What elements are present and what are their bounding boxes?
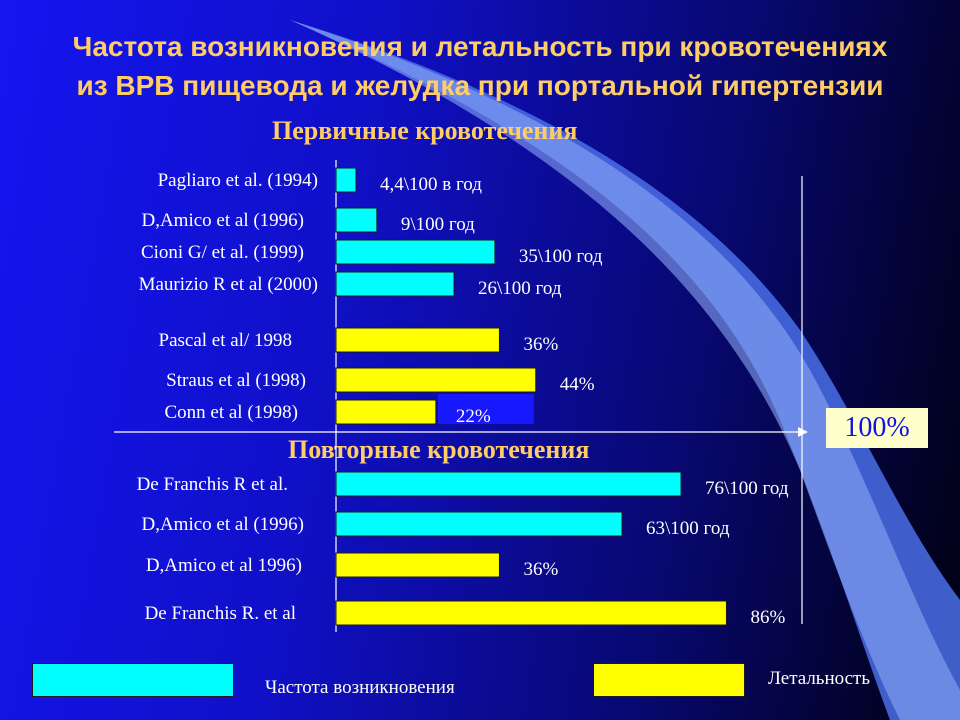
value-label-8: 63\100 год [646,518,730,539]
bar-2 [336,240,495,264]
bar-6 [336,400,436,424]
section-heading-primary: Первичные кровотечения [272,116,578,145]
value-label-10: 86% [750,607,786,628]
value-label-3: 26\100 год [478,278,562,299]
value-label-9: 36% [523,559,559,580]
value-label-1: 9\100 год [400,214,475,235]
slide-title-line-2: из ВРВ пищевода и желудка при портальной гипертензии [76,70,884,101]
bar-5 [336,368,536,392]
value-label-6: 22% [455,406,491,427]
legend-swatch-mortality [593,663,745,697]
divider-arrow-head [798,427,808,437]
bar-8 [336,512,622,536]
slide-title-line-1: Частота возникновения и летальность при кровотечениях [72,31,888,62]
bar-label-2: Cioni G/ et al. (1999) [140,242,304,263]
bar-label-8: D,Amico et al (1996) [141,514,304,535]
bar-label-0: Pagliaro et al. (1994) [157,170,318,191]
bar-9 [336,553,499,577]
bar-label-6: Conn et al (1998) [164,402,298,423]
legend-label-mortality: Летальность [768,668,871,689]
highlight-box-100: 100% [826,408,928,448]
value-label-0: 4,4\100 в год [379,174,482,195]
value-label-7: 76\100 год [705,478,789,499]
legend-swatch-frequency [32,663,234,697]
bar-3 [336,272,454,296]
value-label-4: 36% [523,334,559,355]
bar-label-5: Straus et al (1998) [166,370,306,391]
bar-4 [336,328,499,352]
bar-0 [336,168,356,192]
bar-label-4: Pascal et al/ 1998 [158,330,292,351]
bar-label-9: D,Amico et al 1996) [145,555,302,576]
value-label-2: 35\100 год [518,246,603,267]
legend-label-frequency: Частота возникновения [265,677,455,698]
bar-label-7: De Franchis R et al. [136,474,288,495]
bar-10 [336,601,726,625]
bar-7 [336,472,681,496]
bar-1 [336,208,377,232]
bar-label-10: De Franchis R. et al [144,603,296,624]
value-label-5: 44% [559,374,595,395]
bar-label-1: D,Amico et al (1996) [141,210,304,231]
section-heading-repeat: Повторные кровотечения [288,435,590,464]
bar-label-3: Maurizio R et al (2000) [138,274,318,295]
